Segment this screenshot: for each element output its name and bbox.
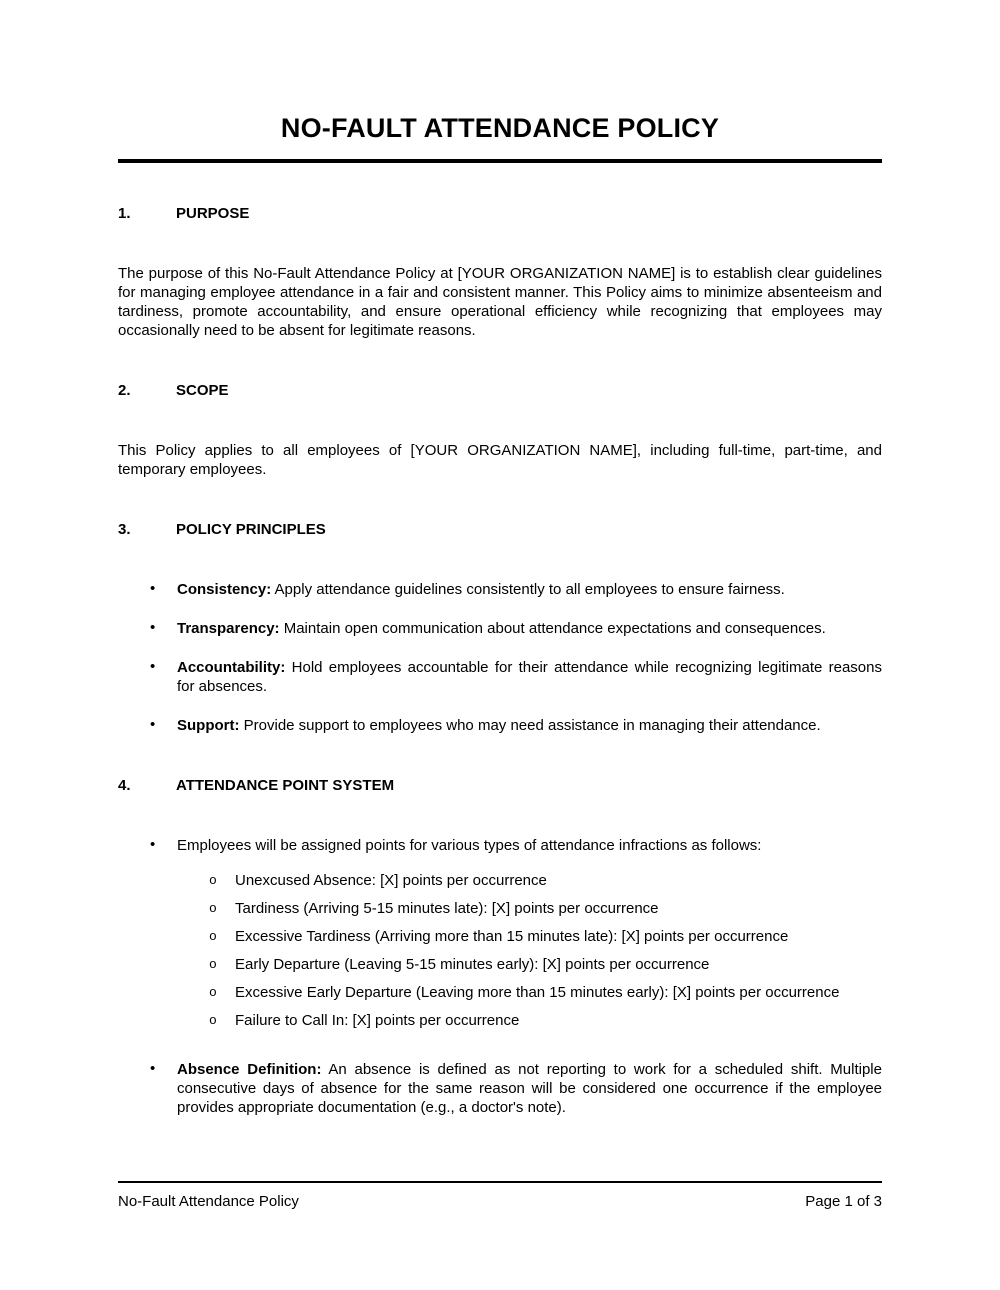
sub-bullet-marker: o xyxy=(209,929,217,945)
title-divider-rule xyxy=(118,159,882,163)
sub-bullet-unexcused-absence xyxy=(209,867,882,895)
bullet-lead: Transparency: xyxy=(177,620,280,638)
bullet-marker: • xyxy=(150,836,156,854)
sub-bullet-excessive-early-departure xyxy=(209,979,882,1007)
section-number: 1. xyxy=(118,205,131,223)
sub-bullet-text: Unexcused Absence: [X] points per occurrence xyxy=(235,872,547,890)
sub-bullet-early-departure xyxy=(209,951,882,979)
sub-bullet-marker: o xyxy=(209,985,217,1001)
footer-page-number: Page 1 of 3 xyxy=(805,1193,882,1210)
principles-bullet-list xyxy=(118,580,882,735)
bullet-item-infractions-intro xyxy=(150,836,882,1035)
infraction-sub-list xyxy=(177,867,882,1035)
bullet-lead: Absence Definition: xyxy=(177,1061,322,1079)
point-system-bullet-list xyxy=(118,836,882,1117)
bullet-marker: • xyxy=(150,619,156,637)
sub-bullet-tardiness xyxy=(209,895,882,923)
bullet-text: Hold employees accountable for their attendance while recognizing legitimate reasons for absences. xyxy=(177,659,882,696)
sub-bullet-text: Excessive Early Departure (Leaving more than 15 minutes early): [X] points per occurrence xyxy=(235,984,840,1002)
section-policy-principles xyxy=(118,520,882,735)
bullet-item-accountability xyxy=(150,658,882,696)
sub-bullet-excessive-tardiness xyxy=(209,923,882,951)
sub-bullet-marker: o xyxy=(209,1013,217,1029)
sub-bullet-failure-to-call-in xyxy=(209,1007,882,1035)
bullet-item-support xyxy=(150,716,882,735)
bullet-lead: Accountability: xyxy=(177,659,286,677)
section-title: PURPOSE xyxy=(176,205,250,223)
bullet-text: Employees will be assigned points for various types of attendance infractions as follows: xyxy=(177,837,762,855)
section-scope xyxy=(118,381,882,479)
sub-bullet-text: Tardiness (Arriving 5-15 minutes late): [X] points per occurrence xyxy=(235,900,659,918)
scope-paragraph: This Policy applies to all employees of [YOUR ORGANIZATION NAME], including full-time, part-time, and temporary employees. xyxy=(118,442,882,479)
sub-bullet-text: Early Departure (Leaving 5-15 minutes early): [X] points per occurrence xyxy=(235,956,710,974)
section-heading xyxy=(118,520,882,539)
sub-bullet-marker: o xyxy=(209,901,217,917)
bullet-lead: Support: xyxy=(177,717,240,735)
bullet-marker: • xyxy=(150,1060,156,1078)
purpose-paragraph: The purpose of this No-Fault Attendance Policy at [YOUR ORGANIZATION NAME] is to establish clear guidelines for managing employee attendance in a fair and consistent manner. This Policy aims to minimize absenteeism and tardiness, promote accountability, and ensure operational efficiency while recognizing that employees may occasionally need to be absent for legitimate reasons. xyxy=(118,265,882,340)
sub-bullet-marker: o xyxy=(209,957,217,973)
section-purpose xyxy=(118,204,882,340)
section-attendance-point-system xyxy=(118,776,882,1117)
bullet-text: An absence is defined as not reporting to work for a scheduled shift. Multiple consecutive days of absence for the same reason will be considered one occurrence if the employee provides appropriate documentation (e.g., a doctor's note). xyxy=(177,1061,882,1117)
section-number: 3. xyxy=(118,521,131,539)
sub-bullet-marker: o xyxy=(209,873,217,889)
bullet-marker: • xyxy=(150,716,156,734)
bullet-item-transparency xyxy=(150,619,882,638)
footer-document-title: No-Fault Attendance Policy xyxy=(118,1193,299,1210)
sub-bullet-text: Excessive Tardiness (Arriving more than 15 minutes late): [X] points per occurrence xyxy=(235,928,789,946)
section-number: 2. xyxy=(118,382,131,400)
section-title: SCOPE xyxy=(176,382,229,400)
page-footer xyxy=(118,1181,882,1211)
section-title: ATTENDANCE POINT SYSTEM xyxy=(176,777,395,795)
bullet-marker: • xyxy=(150,658,156,676)
section-number: 4. xyxy=(118,777,131,795)
sub-bullet-text: Failure to Call In: [X] points per occurrence xyxy=(235,1012,520,1030)
bullet-item-absence-definition xyxy=(150,1060,882,1117)
bullet-lead: Consistency: xyxy=(177,581,272,599)
bullet-text: Provide support to employees who may need assistance in managing their attendance. xyxy=(239,717,821,735)
bullet-text: Maintain open communication about attendance expectations and consequences. xyxy=(279,620,826,638)
document-title: NO-FAULT ATTENDANCE POLICY xyxy=(280,113,720,143)
bullet-marker: • xyxy=(150,580,156,598)
bullet-text: Apply attendance guidelines consistently to all employees to ensure fairness. xyxy=(271,581,785,599)
section-heading xyxy=(118,204,882,223)
section-heading xyxy=(118,381,882,400)
section-heading xyxy=(118,776,882,795)
bullet-item-consistency xyxy=(150,580,882,599)
section-title: POLICY PRINCIPLES xyxy=(176,521,326,539)
